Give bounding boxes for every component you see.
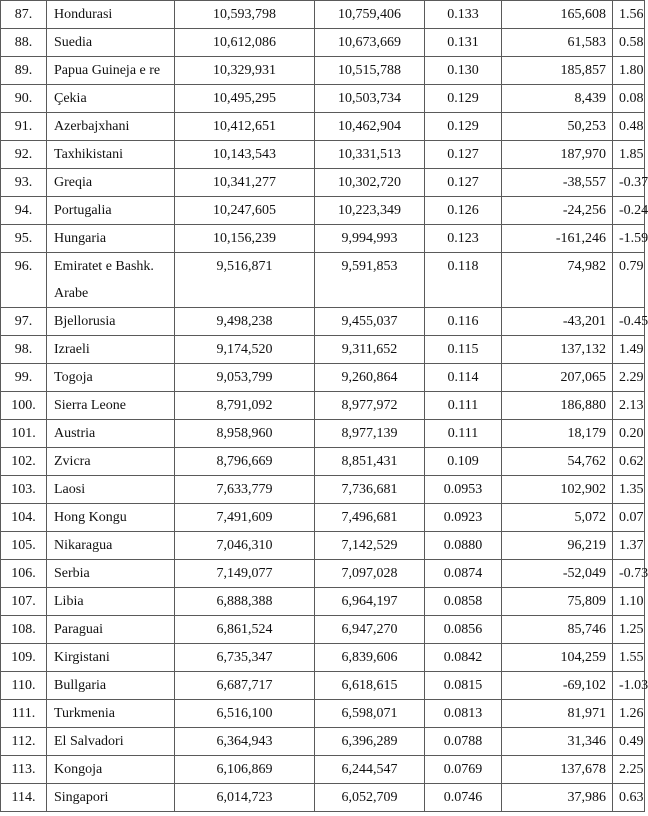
- world-share-cell: 0.0842: [425, 644, 502, 672]
- country-cell: Hungaria: [47, 225, 175, 253]
- population-2019-cell: 7,491,609: [175, 504, 315, 532]
- percent-change-cell: 1.26: [613, 700, 645, 728]
- country-cell: Kirgistani: [47, 644, 175, 672]
- table-row: [1, 364, 645, 392]
- population-2020-cell: 10,302,720: [315, 169, 425, 197]
- population-2020-cell: 7,097,028: [315, 560, 425, 588]
- percent-change-cell: 2.29: [613, 364, 645, 392]
- net-change-cell: -69,102: [502, 672, 613, 700]
- percent-change-cell: -1.03: [613, 672, 645, 700]
- country-cell: Taxhikistani: [47, 141, 175, 169]
- percent-change-cell: 0.63: [613, 784, 645, 812]
- percent-change-cell: 0.20: [613, 420, 645, 448]
- percent-change-cell: -0.24: [613, 197, 645, 225]
- world-share-cell: 0.118: [425, 253, 502, 308]
- net-change-cell: 207,065: [502, 364, 613, 392]
- world-share-cell: 0.0769: [425, 756, 502, 784]
- percent-change-cell: 0.07: [613, 504, 645, 532]
- country-cell: Nikaragua: [47, 532, 175, 560]
- net-change-cell: 31,346: [502, 728, 613, 756]
- net-change-cell: -38,557: [502, 169, 613, 197]
- net-change-cell: 75,809: [502, 588, 613, 616]
- percent-change-cell: 2.25: [613, 756, 645, 784]
- population-table-body: [1, 1, 648, 812]
- world-share-cell: 0.0880: [425, 532, 502, 560]
- population-2019-cell: 6,014,723: [175, 784, 315, 812]
- percent-change-cell: 1.80: [613, 57, 645, 85]
- net-change-cell: 54,762: [502, 448, 613, 476]
- world-share-cell: 0.109: [425, 448, 502, 476]
- country-cell: Paraguai: [47, 616, 175, 644]
- world-share-cell: 0.123: [425, 225, 502, 253]
- percent-change-cell: 2.13: [613, 392, 645, 420]
- population-2019-cell: 8,958,960: [175, 420, 315, 448]
- rank-cell: 108.: [1, 616, 47, 644]
- population-2019-cell: 10,612,086: [175, 29, 315, 57]
- world-share-cell: 0.127: [425, 169, 502, 197]
- population-2019-cell: 8,791,092: [175, 392, 315, 420]
- population-2019-cell: 7,046,310: [175, 532, 315, 560]
- population-2019-cell: 10,143,543: [175, 141, 315, 169]
- population-2020-cell: 9,455,037: [315, 308, 425, 336]
- world-share-cell: 0.0815: [425, 672, 502, 700]
- population-2019-cell: 10,247,605: [175, 197, 315, 225]
- net-change-cell: 104,259: [502, 644, 613, 672]
- table-row: [1, 784, 645, 812]
- percent-change-cell: 1.85: [613, 141, 645, 169]
- table-row: [1, 616, 645, 644]
- net-change-cell: 187,970: [502, 141, 613, 169]
- rank-cell: 88.: [1, 29, 47, 57]
- country-cell: Hong Kongu: [47, 504, 175, 532]
- population-2020-cell: 7,496,681: [315, 504, 425, 532]
- net-change-cell: 18,179: [502, 420, 613, 448]
- population-2019-cell: 6,888,388: [175, 588, 315, 616]
- population-2019-cell: 6,735,347: [175, 644, 315, 672]
- table-row: [1, 532, 645, 560]
- world-share-cell: 0.131: [425, 29, 502, 57]
- country-cell: Çekia: [47, 85, 175, 113]
- table-row: [1, 728, 645, 756]
- net-change-cell: 37,986: [502, 784, 613, 812]
- population-2019-cell: 6,364,943: [175, 728, 315, 756]
- country-cell: Sierra Leone: [47, 392, 175, 420]
- percent-change-cell: -1.59: [613, 225, 645, 253]
- rank-cell: 99.: [1, 364, 47, 392]
- population-2020-cell: 10,223,349: [315, 197, 425, 225]
- population-2019-cell: 10,412,651: [175, 113, 315, 141]
- rank-cell: 101.: [1, 420, 47, 448]
- rank-cell: 89.: [1, 57, 47, 85]
- net-change-cell: -52,049: [502, 560, 613, 588]
- population-2019-cell: 9,174,520: [175, 336, 315, 364]
- world-share-cell: 0.129: [425, 85, 502, 113]
- population-2020-cell: 6,839,606: [315, 644, 425, 672]
- world-share-cell: 0.130: [425, 57, 502, 85]
- rank-cell: 105.: [1, 532, 47, 560]
- country-cell: Austria: [47, 420, 175, 448]
- world-share-cell: 0.116: [425, 308, 502, 336]
- world-share-cell: 0.0813: [425, 700, 502, 728]
- population-2020-cell: 6,964,197: [315, 588, 425, 616]
- table-row: [1, 113, 645, 141]
- world-share-cell: 0.114: [425, 364, 502, 392]
- population-2020-cell: 6,052,709: [315, 784, 425, 812]
- rank-cell: 102.: [1, 448, 47, 476]
- country-cell: Hondurasi: [47, 1, 175, 29]
- table-row: [1, 1, 645, 29]
- table-row: [1, 253, 645, 308]
- net-change-cell: 165,608: [502, 1, 613, 29]
- percent-change-cell: 1.37: [613, 532, 645, 560]
- net-change-cell: 81,971: [502, 700, 613, 728]
- percent-change-cell: 1.25: [613, 616, 645, 644]
- population-2020-cell: 6,618,615: [315, 672, 425, 700]
- table-row: [1, 756, 645, 784]
- population-2019-cell: 9,053,799: [175, 364, 315, 392]
- population-2020-cell: 7,142,529: [315, 532, 425, 560]
- rank-cell: 97.: [1, 308, 47, 336]
- population-2019-cell: 6,861,524: [175, 616, 315, 644]
- table-row: [1, 29, 645, 57]
- rank-cell: 90.: [1, 85, 47, 113]
- world-share-cell: 0.129: [425, 113, 502, 141]
- table-row: [1, 644, 645, 672]
- country-cell: Turkmenia: [47, 700, 175, 728]
- net-change-cell: 137,678: [502, 756, 613, 784]
- rank-cell: 114.: [1, 784, 47, 812]
- population-2020-cell: 10,759,406: [315, 1, 425, 29]
- percent-change-cell: 1.56: [613, 1, 645, 29]
- net-change-cell: 185,857: [502, 57, 613, 85]
- net-change-cell: 85,746: [502, 616, 613, 644]
- table-row: [1, 672, 645, 700]
- rank-cell: 111.: [1, 700, 47, 728]
- table-row: [1, 700, 645, 728]
- net-change-cell: -24,256: [502, 197, 613, 225]
- rank-cell: 92.: [1, 141, 47, 169]
- rank-cell: 93.: [1, 169, 47, 197]
- rank-cell: 107.: [1, 588, 47, 616]
- population-2019-cell: 7,633,779: [175, 476, 315, 504]
- world-share-cell: 0.126: [425, 197, 502, 225]
- world-share-cell: 0.111: [425, 392, 502, 420]
- population-2019-cell: 6,106,869: [175, 756, 315, 784]
- rank-cell: 94.: [1, 197, 47, 225]
- rank-cell: 87.: [1, 1, 47, 29]
- country-cell: Libia: [47, 588, 175, 616]
- world-share-cell: 0.0856: [425, 616, 502, 644]
- population-2019-cell: 8,796,669: [175, 448, 315, 476]
- table-row: [1, 448, 645, 476]
- country-cell: Bullgaria: [47, 672, 175, 700]
- population-2019-cell: 10,156,239: [175, 225, 315, 253]
- net-change-cell: 5,072: [502, 504, 613, 532]
- population-2020-cell: 9,311,652: [315, 336, 425, 364]
- net-change-cell: -43,201: [502, 308, 613, 336]
- population-2019-cell: 7,149,077: [175, 560, 315, 588]
- rank-cell: 95.: [1, 225, 47, 253]
- population-2019-cell: 9,498,238: [175, 308, 315, 336]
- country-cell: Portugalia: [47, 197, 175, 225]
- country-cell: Zvicra: [47, 448, 175, 476]
- world-share-cell: 0.115: [425, 336, 502, 364]
- population-2020-cell: 10,673,669: [315, 29, 425, 57]
- population-2019-cell: 10,329,931: [175, 57, 315, 85]
- country-cell: Bjellorusia: [47, 308, 175, 336]
- rank-cell: 109.: [1, 644, 47, 672]
- table-row: [1, 57, 645, 85]
- rank-cell: 110.: [1, 672, 47, 700]
- population-2020-cell: 8,851,431: [315, 448, 425, 476]
- world-share-cell: 0.0858: [425, 588, 502, 616]
- rank-cell: 91.: [1, 113, 47, 141]
- net-change-cell: 8,439: [502, 85, 613, 113]
- population-2020-cell: 8,977,972: [315, 392, 425, 420]
- net-change-cell: 74,982: [502, 253, 613, 308]
- country-cell: Suedia: [47, 29, 175, 57]
- rank-cell: 100.: [1, 392, 47, 420]
- country-cell: Izraeli: [47, 336, 175, 364]
- rank-cell: 113.: [1, 756, 47, 784]
- table-row: [1, 141, 645, 169]
- world-share-cell: 0.0788: [425, 728, 502, 756]
- table-row: [1, 476, 645, 504]
- population-2020-cell: 7,736,681: [315, 476, 425, 504]
- population-2020-cell: 10,515,788: [315, 57, 425, 85]
- percent-change-cell: 0.48: [613, 113, 645, 141]
- percent-change-cell: 1.49: [613, 336, 645, 364]
- net-change-cell: 96,219: [502, 532, 613, 560]
- table-row: [1, 197, 645, 225]
- population-2020-cell: 6,947,270: [315, 616, 425, 644]
- percent-change-cell: 0.79: [613, 253, 645, 308]
- country-cell: Togoja: [47, 364, 175, 392]
- table-row: [1, 85, 645, 113]
- table-row: [1, 392, 645, 420]
- population-2020-cell: 9,994,993: [315, 225, 425, 253]
- net-change-cell: 102,902: [502, 476, 613, 504]
- population-2020-cell: 8,977,139: [315, 420, 425, 448]
- country-cell: Singapori: [47, 784, 175, 812]
- rank-cell: 96.: [1, 253, 47, 308]
- table-row: [1, 308, 645, 336]
- net-change-cell: 137,132: [502, 336, 613, 364]
- percent-change-cell: -0.45: [613, 308, 645, 336]
- percent-change-cell: 0.62: [613, 448, 645, 476]
- rank-cell: 104.: [1, 504, 47, 532]
- world-share-cell: 0.111: [425, 420, 502, 448]
- rank-cell: 106.: [1, 560, 47, 588]
- population-2020-cell: 9,260,864: [315, 364, 425, 392]
- population-2020-cell: 10,462,904: [315, 113, 425, 141]
- percent-change-cell: 0.49: [613, 728, 645, 756]
- table-row: [1, 225, 645, 253]
- population-2019-cell: 10,593,798: [175, 1, 315, 29]
- percent-change-cell: -0.73: [613, 560, 645, 588]
- table-row: [1, 504, 645, 532]
- table-row: [1, 420, 645, 448]
- percent-change-cell: 0.58: [613, 29, 645, 57]
- net-change-cell: 61,583: [502, 29, 613, 57]
- table-row: [1, 169, 645, 197]
- country-cell: Serbia: [47, 560, 175, 588]
- percent-change-cell: 0.08: [613, 85, 645, 113]
- percent-change-cell: -0.37: [613, 169, 645, 197]
- country-cell: Azerbajxhani: [47, 113, 175, 141]
- world-share-cell: 0.0953: [425, 476, 502, 504]
- rank-cell: 103.: [1, 476, 47, 504]
- population-2020-cell: 9,591,853: [315, 253, 425, 308]
- net-change-cell: 186,880: [502, 392, 613, 420]
- country-cell: Papua Guineja e re: [47, 57, 175, 85]
- population-2019-cell: 6,687,717: [175, 672, 315, 700]
- world-share-cell: 0.0874: [425, 560, 502, 588]
- country-cell: El Salvadori: [47, 728, 175, 756]
- rank-cell: 112.: [1, 728, 47, 756]
- population-2020-cell: 10,331,513: [315, 141, 425, 169]
- population-2019-cell: 10,341,277: [175, 169, 315, 197]
- country-cell: Laosi: [47, 476, 175, 504]
- country-cell: Emiratet e Bashk. Arabe: [47, 253, 175, 308]
- country-cell: Greqia: [47, 169, 175, 197]
- population-2019-cell: 10,495,295: [175, 85, 315, 113]
- population-2020-cell: 6,396,289: [315, 728, 425, 756]
- population-2019-cell: 6,516,100: [175, 700, 315, 728]
- net-change-cell: -161,246: [502, 225, 613, 253]
- percent-change-cell: 1.55: [613, 644, 645, 672]
- population-2020-cell: 6,244,547: [315, 756, 425, 784]
- population-2020-cell: 6,598,071: [315, 700, 425, 728]
- world-share-cell: 0.0746: [425, 784, 502, 812]
- table-row: [1, 588, 645, 616]
- population-2020-cell: 10,503,734: [315, 85, 425, 113]
- country-cell: Kongoja: [47, 756, 175, 784]
- percent-change-cell: 1.10: [613, 588, 645, 616]
- percent-change-cell: 1.35: [613, 476, 645, 504]
- population-2019-cell: 9,516,871: [175, 253, 315, 308]
- world-share-cell: 0.127: [425, 141, 502, 169]
- world-share-cell: 0.133: [425, 1, 502, 29]
- table-row: [1, 560, 645, 588]
- table-row: [1, 336, 645, 364]
- net-change-cell: 50,253: [502, 113, 613, 141]
- world-share-cell: 0.0923: [425, 504, 502, 532]
- rank-cell: 98.: [1, 336, 47, 364]
